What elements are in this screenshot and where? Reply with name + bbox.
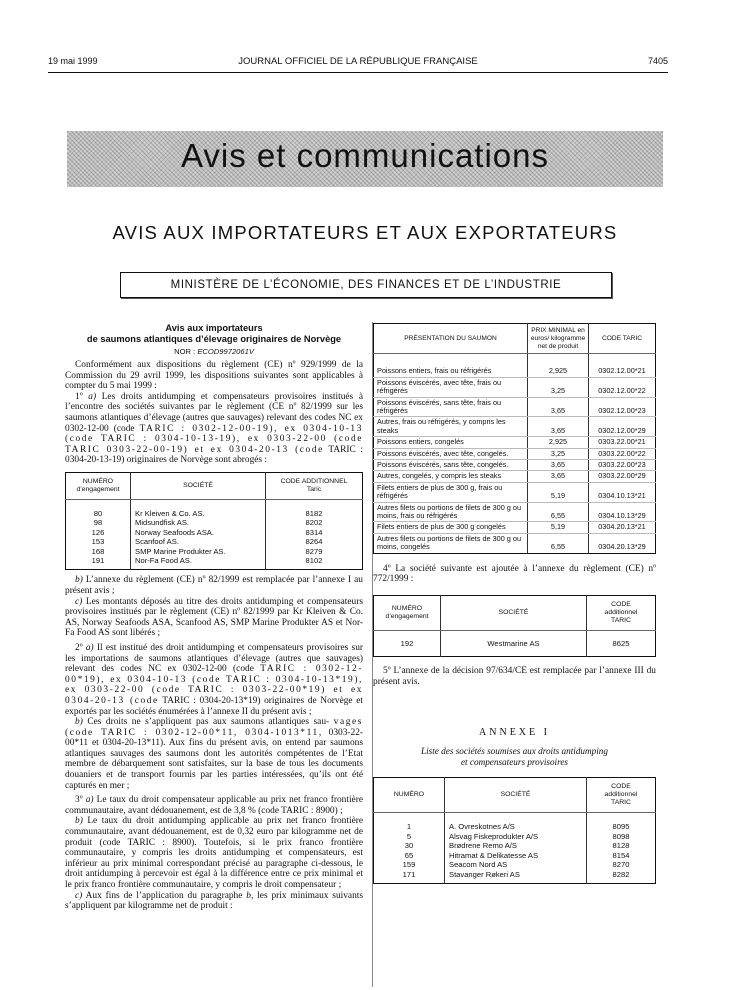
col-code-taric: CODE TARIC: [589, 324, 656, 354]
cell-numero: 5: [374, 832, 445, 841]
taric-codes: TARIC : 0302-12-00*19), ex 0304-10-13 (code TARIC : 0304-10-13*19), ex 0303-22-00 (code TARIC : 0303-22-00*19) et ex 0304-20-13 (code: [65, 664, 364, 706]
cell-societe: Norway Seafoods ASA.: [131, 528, 266, 537]
nor-label: NOR :: [174, 347, 196, 356]
cell-societe: Westmarine AS: [441, 630, 587, 656]
paragraph-4: [373, 564, 656, 585]
journal-title: JOURNAL OFFICIEL DE LA RÉPUBLIQUE FRANÇAISE: [238, 56, 478, 67]
page-number: 7405: [647, 56, 668, 66]
paragraph-2b: [65, 717, 363, 791]
table-row: [66, 499, 363, 518]
cell-prix: 5,19: [528, 482, 589, 502]
para-text: Il est institué des droit antidumping et compensateurs provisoires sur les importations de saumons atlantiques d’élevage (autres que sauvages) relevant des codes NC ex 0302-12-00 (code: [65, 642, 364, 675]
cell-numero: 171: [374, 870, 445, 884]
cell-numero: 192: [374, 630, 441, 656]
taric-codes: TARIC : 0302-12-00-19), ex 0304-10-13 (code TARIC : 0304-10-13-19), ex 0303-22-00 (code TARIC 0303-22-00-19) et ex 0304-20-13 (code: [65, 423, 363, 455]
header-text: NUMÉRO: [391, 604, 423, 612]
para-text: Les droits antidumping et compensateurs provisoires institués à l’encontre des sociétés suivantes par le règlement (CE nº 82/1999 sur les saumons atlantiques d’élevage (autres que sauvages) relevant des codes NC ex 0302-12-00 (code: [65, 391, 363, 434]
banner-title: Avis et communications: [180, 137, 550, 174]
cell-numero: 191: [66, 556, 131, 570]
cell-numero: 168: [66, 547, 131, 556]
cell-presentation: Poissons entiers, congelés: [374, 437, 528, 448]
cell-code-taric: 0303.22.00*22: [589, 448, 656, 459]
cell-numero: 153: [66, 537, 131, 546]
cell-presentation: Poissons éviscérés, avec tête, frais ou réfrigérés: [374, 377, 528, 397]
para-text: Aux fins de l’application du paragraphe: [85, 890, 243, 901]
cell-presentation: Filets entiers de plus de 300 g congelés: [374, 522, 528, 533]
para-text-end: TARIC : 0304-20-13-19) originaires de Norvège sont abrogés :: [65, 444, 363, 466]
ministry-box: MINISTÈRE DE L’ÉCONOMIE, DES FINANCES ET DE L’INDUSTRIE: [120, 272, 612, 298]
table-row: [374, 471, 656, 482]
cell-code: 8314: [305, 527, 323, 537]
header-text: additionnel: [604, 608, 638, 616]
cell-presentation: Autres, congelés, y compris les steaks: [374, 471, 528, 482]
para-text: La société suivante est ajoutée à l’annexe du règlement (CE) nº 772/1999 :: [373, 563, 657, 585]
cell-code: 8098: [612, 831, 630, 841]
col-prix-minimal: PRIX MINIMAL en euros/ kilogramme net de produit: [528, 324, 589, 354]
cell-prix: 3,25: [528, 448, 589, 459]
para-text: L’annexe du règlement (CE) nº 82/1999 est remplacée par l’annexe I au présent avis ;: [65, 575, 363, 596]
cell-code-taric: 0302.12.00*23: [589, 397, 656, 417]
cell-code: 8264: [305, 537, 323, 547]
header-text: Taric: [306, 485, 322, 493]
para-text-end: 0303-22-00*11 et 0304-20-13*11). Aux fins du présent avis, on entend par saumons atlantiques sauvages des saumons dont les autorités compétentes de l’Etat membre de débarquement sont satisfaites, sur la base de tous les documents douaniers et de transport fournis par les parties intéressées, qu’ils ont été capturés en mer ;: [65, 727, 364, 791]
page-header: [48, 54, 668, 70]
paragraph-1a: [65, 392, 363, 466]
minimum-price-table: [373, 323, 656, 554]
cell-prix: 3,65: [528, 397, 589, 417]
para-number: 3º: [75, 795, 83, 806]
article-title: [65, 323, 363, 345]
intro-paragraph: Conformément aux dispositions du règlement (CE) nº 929/1999 de la Commission du 29 avril 1999, les dispositions suivantes sont applicables à compter du 5 mai 1999 :: [65, 360, 363, 392]
table-row: [374, 482, 656, 502]
col-numero: NUMÉRO: [374, 778, 445, 813]
cell-societe: Stavanger Røkeri AS: [445, 870, 587, 884]
annex-table: [373, 777, 656, 883]
cell-code-taric: 0303.22.00*23: [589, 460, 656, 471]
left-column: [65, 323, 363, 912]
para-letter: a): [88, 391, 97, 402]
cell-prix: 3,65: [528, 460, 589, 471]
cell-presentation: Poissons éviscérés, avec tête, congelés.: [374, 448, 528, 459]
para-letter: b): [75, 816, 83, 827]
para-text: Ces droits ne s’appliquent pas aux saumons atlantiques sau-: [87, 717, 330, 728]
cell-societe: Alsvag Fiskeprodukter A/S: [445, 832, 587, 841]
header-text: d’engagement: [385, 612, 429, 620]
header-text: CODE ADDITIONNEL: [280, 477, 348, 485]
header-text: CODE: [611, 600, 631, 608]
issue-date: 19 mai 1999: [48, 56, 98, 66]
engagement-table: [65, 472, 363, 570]
engagement-table-body: [66, 499, 363, 569]
cell-code-taric: 0302.12.00*22: [589, 377, 656, 397]
cell-societe: Kr Kleiven & Co. AS.: [131, 499, 266, 518]
para-number: 4º: [383, 563, 391, 574]
cell-prix: 3,65: [528, 471, 589, 482]
cell-presentation: Autres, frais ou réfrigérés, y compris les steaks: [374, 417, 528, 437]
section-title: AVIS AUX IMPORTATEURS ET AUX EXPORTATEURS: [112, 222, 618, 243]
annex-subtitle: [373, 746, 656, 767]
cell-code-taric: 0304.20.13*29: [598, 542, 646, 552]
cell-numero: 98: [66, 518, 131, 527]
added-company-table: [373, 595, 656, 657]
header-text: TARIC: [611, 616, 631, 624]
cell-code-taric: 0303.22.00*21: [589, 437, 656, 448]
cell-code-taric: 0304.20.13*21: [589, 522, 656, 533]
para-letter: c): [75, 596, 83, 607]
table-row: [374, 533, 656, 553]
cell-numero: 80: [66, 499, 131, 518]
cell-prix: 2,925: [528, 354, 589, 377]
table-row: [66, 547, 363, 556]
table-row: [374, 851, 656, 860]
cell-societe: Nor-Fa Food AS.: [131, 556, 266, 570]
table-row: [374, 630, 656, 656]
para-number: 2º: [75, 642, 83, 653]
cell-numero: 65: [374, 851, 445, 860]
cell-presentation: Autres filets ou portions de filets de 300 g ou moins, frais ou réfrigérés: [374, 502, 528, 522]
para-letter: a): [85, 642, 94, 653]
para-text: Le taux du droit compensateur applicable au prix net franco frontière communautaire, avant dédouanement, est de 3,8 % (code TARIC : 8900) ;: [65, 795, 364, 816]
table-row: [374, 860, 656, 869]
cell-code: 8095: [612, 822, 630, 832]
para-ref: b,: [246, 890, 254, 901]
col-societe: SOCIÉTÉ: [131, 472, 266, 499]
cell-societe: Scanfoof AS.: [131, 537, 266, 546]
table-row: [374, 813, 656, 832]
cell-numero: 1: [374, 813, 445, 832]
para-text: Le taux du droit antidumping applicable au prix net franco frontière communautaire, avant dédouanement, est de 0,32 euro par kilogramme net de produit (code TARIC : 8900). Toutefois, si le prix franco frontière communautaire, y compris les droits antidumping et compensateurs, est inférieur au prix minimal correspondant précisé au paragraphe ci-dessous, le droit antidumping à percevoir est égal à la différence entre ce prix minimal et le prix franco frontière communautaire, y compris le droit compensateur ;: [65, 816, 364, 890]
section-banner: [67, 131, 663, 187]
cell-code-taric: 0304.10.13*21: [589, 482, 656, 502]
table-row: [374, 502, 656, 522]
para-letter: b): [75, 717, 83, 728]
cell-code: 8625: [612, 638, 630, 648]
cell-code: 8202: [305, 518, 323, 528]
col-code: [266, 472, 363, 499]
cell-numero: 126: [66, 528, 131, 537]
table-row: [66, 537, 363, 546]
paragraph-5: [373, 666, 656, 687]
cell-code-taric: 0303.22.00*29: [589, 471, 656, 482]
cell-code: 8102: [305, 555, 323, 565]
cell-societe: Hitramat & Delikatesse AS: [445, 851, 587, 860]
table-row: [374, 397, 656, 417]
paragraph-1b: [65, 575, 363, 596]
nor-code: ECOD9972061V: [197, 347, 254, 356]
cell-presentation: Poissons éviscérés, sans tête, congelés.: [374, 460, 528, 471]
cell-prix: 6,55: [528, 533, 589, 553]
para-letter: c): [75, 890, 83, 901]
nor-reference: [65, 347, 363, 356]
cell-code-taric: 0302.12.00*29: [589, 417, 656, 437]
col-societe: SOCIÉTÉ: [445, 778, 587, 813]
paragraph-3a: [65, 795, 363, 816]
minimum-price-table-body: [374, 354, 656, 553]
para-text: L’annexe de la décision 97/634/CE est remplacée par l’annexe III du présent avis.: [373, 666, 656, 687]
cell-societe: Midsundfisk AS.: [131, 518, 266, 527]
paragraph-1c: [65, 597, 363, 639]
table-row: [374, 870, 656, 884]
cell-prix: 6,55: [528, 502, 589, 522]
table-row: [374, 354, 656, 377]
header-text: CODE: [611, 783, 631, 791]
para-letter: b): [75, 575, 83, 586]
cell-prix: 5,19: [528, 522, 589, 533]
paragraph-3c: [65, 891, 363, 912]
annex-subtitle-line1: Liste des sociétés soumises aux droits antidumping: [421, 746, 608, 757]
table-row: [374, 522, 656, 533]
cell-prix: 3,65: [528, 417, 589, 437]
cell-code-taric: 0302.12.00*21: [589, 354, 656, 377]
taric-codes: vages (code TARIC : 0302-12-00*11, 0304-1013*11,: [65, 717, 364, 738]
col-code: [587, 778, 656, 813]
table-row: [374, 460, 656, 471]
table-row: [374, 841, 656, 850]
cell-presentation: Autres filets ou portions de filets de 300 g ou moins, congelés: [374, 533, 528, 553]
table-row: [66, 528, 363, 537]
table-row: [374, 417, 656, 437]
cell-code: 8270: [612, 860, 630, 870]
paragraph-3b: [65, 816, 363, 890]
cell-code: 8128: [612, 841, 630, 851]
table-row: [374, 437, 656, 448]
annex-table-body: [374, 813, 656, 883]
table-row: [66, 518, 363, 527]
cell-societe: Seacom Nord AS: [445, 860, 587, 869]
table-row: [374, 448, 656, 459]
cell-presentation: Poissons entiers, frais ou réfrigérés: [374, 354, 528, 377]
table-row: [374, 832, 656, 841]
para-number: 1º: [75, 391, 83, 402]
header-text: NUMÉRO: [82, 477, 114, 485]
cell-numero: 30: [374, 841, 445, 850]
table-engagements: [65, 472, 363, 570]
para-text-end: TARIC : 0304-20-13*19) originaires de Norvège et exportés par les sociétés énumérées à l’annexe II du présent avis ;: [65, 695, 363, 717]
cell-societe: SMP Marine Produkter AS.: [131, 547, 266, 556]
cell-code-taric: 0304.10.13*29: [589, 502, 656, 522]
cell-presentation: Poissons éviscérés, sans tête, frais ou réfrigérés: [374, 397, 528, 417]
cell-societe: Brødrene Remo A/S: [445, 841, 587, 850]
article-title-line1: Avis aux importateurs: [165, 323, 263, 333]
paragraph-2a: [65, 643, 363, 717]
para-text: Les montants déposés au titre des droits antidumping et compensateurs provisoires institués par le règlement (CE) nº 82/1999 par Kr Kleiven & Co. AS, Norway Seafoods ASA, Scanfood AS, SMP Marine Produkter AS et Nor-Fa Food AS sont libérés ;: [65, 596, 363, 639]
para-letter: a): [85, 795, 94, 806]
header-text: TARIC: [611, 799, 631, 807]
col-code: [587, 595, 656, 630]
cell-code: 8279: [305, 546, 323, 556]
cell-prix: 2,925: [528, 437, 589, 448]
article-title-line2: de saumons atlantiques d’élevage originaires de Norvège: [86, 334, 342, 344]
cell-societe: A. Ovreskotnes A/S: [445, 813, 587, 832]
cell-code: 8182: [305, 508, 323, 518]
cell-presentation: Filets entiers de plus de 300 g, frais ou réfrigérés: [374, 482, 528, 502]
annex-title: ANNEXE I: [479, 727, 550, 739]
table-row: [66, 556, 363, 570]
col-societe: SOCIÉTÉ: [441, 595, 587, 630]
col-numero: [66, 472, 131, 499]
table-row: [374, 377, 656, 397]
annex-subtitle-line2: et compensateurs provisoires: [460, 756, 568, 767]
cell-numero: 159: [374, 860, 445, 869]
right-column: [373, 323, 656, 884]
col-numero: [374, 595, 441, 630]
col-presentation: PRÉSENTATION DU SAUMON: [374, 324, 528, 354]
cell-code: 8282: [612, 869, 630, 879]
header-text: d’engagement: [76, 485, 120, 493]
para-text-end: les prix minimaux suivants s’appliquent par kilogramme net de produit :: [65, 890, 364, 912]
cell-prix: 3,25: [528, 377, 589, 397]
header-rule: [48, 72, 668, 73]
para-number: 5º: [383, 666, 391, 677]
header-text: additionnel: [604, 791, 638, 799]
cell-code: 8154: [612, 850, 630, 860]
